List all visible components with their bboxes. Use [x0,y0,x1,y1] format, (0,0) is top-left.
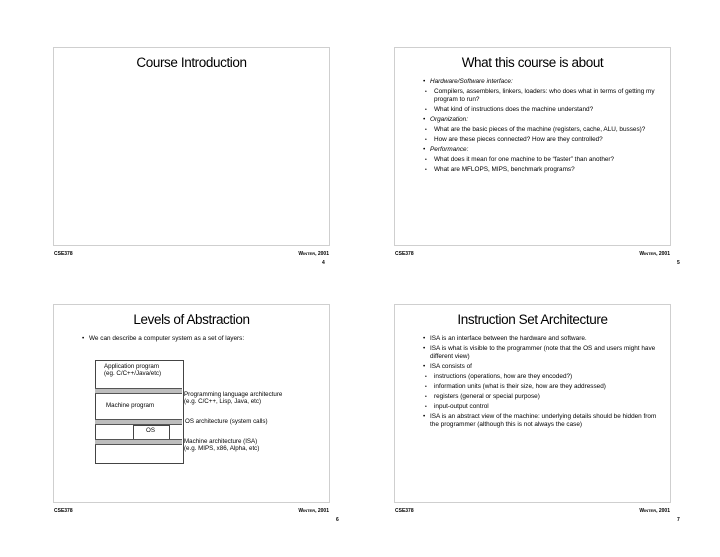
bullet: • Performance: [423,146,660,154]
sub-bullet: • instructions (operations, how are they encoded?) [424,373,660,381]
slide-body [423,78,660,176]
footer-term: Winter, 2001 [298,508,329,514]
footer-course: CSE378 [395,508,414,514]
sub-bullet: • How are these pieces connected? How are they controlled? [424,136,660,144]
bullet: • We can describe a computer system as a set of layers: [82,335,319,343]
sub-bullet: • What are the basic pieces of the machine (registers, cache, ALU, busses)? [424,126,660,134]
bullet: • ISA is an interface between the hardware and software. [423,335,660,343]
slide-levels-of-abstraction [53,304,330,514]
os-label: OS [146,427,155,434]
application-program-label: Application program (eg. C/C++/Java/etc) [104,363,162,377]
machine-architecture-layer [95,439,182,445]
page-number: 7 [677,517,680,523]
sub-bullet: • What kind of instructions does the machine understand? [424,106,660,114]
sub-bullet: • What are MFLOPS, MIPS, benchmark programs? [424,166,660,174]
slide-title: Instruction Set Architecture [457,312,608,327]
footer-course: CSE378 [54,251,73,257]
bullet: • ISA is an abstract view of the machine: underlying details should be hidden from the programmer (although this is not always the case) [423,413,660,429]
footer-term: Winter, 2001 [298,251,329,257]
bullet: • ISA is what is visible to the programmer (note that the OS and users might have different view) [423,345,660,361]
footer-course: CSE378 [395,251,414,257]
slide-body [82,335,319,345]
sub-bullet: • What does it mean for one machine to be “faster” than another? [424,156,660,164]
page-number: 5 [677,260,680,266]
slide-course-introduction [53,47,330,257]
page-number: 6 [336,517,339,523]
slide-body [423,335,660,431]
machine-architecture-label: Machine architecture (ISA) (e.g. MIPS, x86, Alpha, etc) [184,438,260,452]
sub-bullet: • Compilers, assemblers, linkers, loaders: who does what in terms of getting my program to run? [424,88,660,104]
sub-bullet: • input-output control [424,403,660,411]
os-architecture-label: OS architecture (system calls) [185,418,268,425]
machine-program-label: Machine program [106,402,155,409]
programming-language-layer [95,388,182,394]
sub-bullet: • registers (general or special purpose) [424,393,660,401]
programming-language-label: Programming language architecture (e.g. C/C++, Lisp, Java, etc) [184,391,283,405]
slide-title: What this course is about [461,55,604,70]
slide-what-this-course-is-about [394,47,671,257]
page-number: 4 [322,260,325,266]
bullet: • ISA consists of [423,363,660,371]
bullet: • Hardware/Software interface: [423,78,660,86]
footer-course: CSE378 [54,508,73,514]
footer-term: Winter, 2001 [639,508,670,514]
slide-title: Levels of Abstraction [133,312,250,327]
sub-bullet: • information units (what is their size, how are they addressed) [424,383,660,391]
bullet: • Organization: [423,116,660,124]
slide-instruction-set-architecture [394,304,671,514]
slide-title: Course Introduction [136,55,247,70]
footer-term: Winter, 2001 [639,251,670,257]
